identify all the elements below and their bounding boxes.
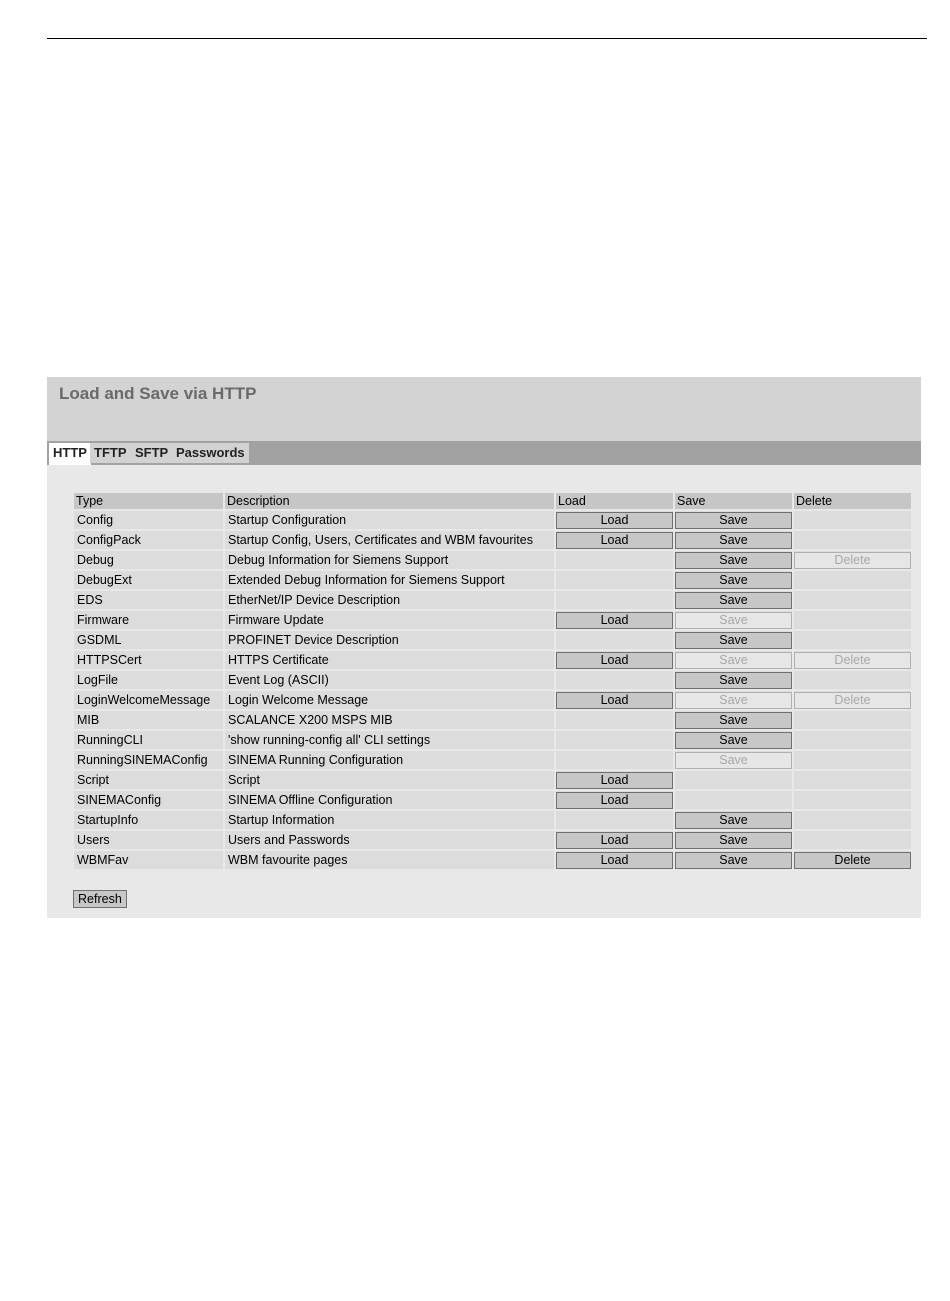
cell-load — [556, 751, 673, 769]
cell-type: RunningSINEMAConfig — [74, 751, 223, 769]
load-button[interactable]: Load — [556, 832, 673, 849]
table-row — [74, 591, 911, 609]
delete-button: Delete — [794, 692, 911, 709]
table-row — [74, 511, 911, 529]
cell-type: EDS — [74, 591, 223, 609]
table-row — [74, 791, 911, 809]
table-row — [74, 751, 911, 769]
cell-delete — [794, 711, 911, 729]
cell-type: Debug — [74, 551, 223, 569]
save-button: Save — [675, 652, 792, 669]
cell-delete — [794, 731, 911, 749]
save-button[interactable]: Save — [675, 832, 792, 849]
cell-load — [556, 511, 673, 529]
cell-save — [675, 791, 792, 809]
cell-save — [675, 831, 792, 849]
load-button[interactable]: Load — [556, 512, 673, 529]
table-row — [74, 711, 911, 729]
save-button[interactable]: Save — [675, 712, 792, 729]
cell-description: Startup Config, Users, Certificates and WBM favourites — [225, 531, 554, 549]
cell-save — [675, 531, 792, 549]
load-button[interactable]: Load — [556, 652, 673, 669]
save-button[interactable]: Save — [675, 592, 792, 609]
refresh-button[interactable]: Refresh — [73, 890, 127, 908]
cell-delete — [794, 851, 911, 869]
cell-load — [556, 831, 673, 849]
cell-save — [675, 691, 792, 709]
cell-save — [675, 591, 792, 609]
cell-save — [675, 651, 792, 669]
save-button[interactable]: Save — [675, 852, 792, 869]
delete-button: Delete — [794, 652, 911, 669]
cell-delete — [794, 791, 911, 809]
cell-type: WBMFav — [74, 851, 223, 869]
cell-delete — [794, 611, 911, 629]
save-button[interactable]: Save — [675, 532, 792, 549]
save-button[interactable]: Save — [675, 572, 792, 589]
cell-save — [675, 811, 792, 829]
cell-type: ConfigPack — [74, 531, 223, 549]
save-button[interactable]: Save — [675, 512, 792, 529]
cell-delete — [794, 571, 911, 589]
cell-delete — [794, 831, 911, 849]
cell-load — [556, 651, 673, 669]
cell-save — [675, 611, 792, 629]
cell-save — [675, 731, 792, 749]
load-button[interactable]: Load — [556, 792, 673, 809]
page-top-rule — [47, 38, 927, 39]
cell-description: Startup Configuration — [225, 511, 554, 529]
cell-description: SINEMA Offline Configuration — [225, 791, 554, 809]
cell-description: WBM favourite pages — [225, 851, 554, 869]
cell-delete — [794, 671, 911, 689]
save-button[interactable]: Save — [675, 812, 792, 829]
save-button[interactable]: Save — [675, 732, 792, 749]
tab-passwords[interactable]: Passwords — [172, 443, 249, 463]
cell-save — [675, 851, 792, 869]
cell-type: Firmware — [74, 611, 223, 629]
cell-delete — [794, 651, 911, 669]
cell-save — [675, 551, 792, 569]
cell-save — [675, 571, 792, 589]
panel-header — [47, 377, 921, 441]
page-title: Load and Save via HTTP — [59, 384, 257, 403]
table-row — [74, 691, 911, 709]
column-header-type: Type — [74, 493, 223, 509]
cell-load — [556, 811, 673, 829]
save-button[interactable]: Save — [675, 552, 792, 569]
tab-bar — [47, 441, 921, 465]
column-header-description: Description — [225, 493, 554, 509]
table-row — [74, 851, 911, 869]
cell-description: Login Welcome Message — [225, 691, 554, 709]
cell-load — [556, 691, 673, 709]
save-button: Save — [675, 692, 792, 709]
load-button[interactable]: Load — [556, 772, 673, 789]
cell-load — [556, 551, 673, 569]
cell-description: SCALANCE X200 MSPS MIB — [225, 711, 554, 729]
cell-description: Firmware Update — [225, 611, 554, 629]
cell-load — [556, 571, 673, 589]
load-button[interactable]: Load — [556, 532, 673, 549]
cell-description: SINEMA Running Configuration — [225, 751, 554, 769]
table-row — [74, 831, 911, 849]
cell-description: Extended Debug Information for Siemens Support — [225, 571, 554, 589]
table-row — [74, 611, 911, 629]
table-row — [74, 811, 911, 829]
cell-save — [675, 671, 792, 689]
cell-delete — [794, 631, 911, 649]
table-row — [74, 531, 911, 549]
cell-description: Debug Information for Siemens Support — [225, 551, 554, 569]
cell-load — [556, 771, 673, 789]
table-row — [74, 571, 911, 589]
cell-delete — [794, 771, 911, 789]
cell-load — [556, 531, 673, 549]
table-row — [74, 551, 911, 569]
cell-type: MIB — [74, 711, 223, 729]
tab-sftp[interactable]: SFTP — [131, 443, 172, 463]
cell-delete — [794, 551, 911, 569]
cell-type: StartupInfo — [74, 811, 223, 829]
cell-save — [675, 631, 792, 649]
cell-type: Config — [74, 511, 223, 529]
cell-save — [675, 711, 792, 729]
load-button[interactable]: Load — [556, 612, 673, 629]
cell-description: Event Log (ASCII) — [225, 671, 554, 689]
cell-type: DebugExt — [74, 571, 223, 589]
cell-delete — [794, 691, 911, 709]
cell-type: GSDML — [74, 631, 223, 649]
cell-load — [556, 731, 673, 749]
cell-save — [675, 511, 792, 529]
cell-type: LoginWelcomeMessage — [74, 691, 223, 709]
load-save-panel — [47, 377, 921, 918]
cell-load — [556, 791, 673, 809]
cell-type: SINEMAConfig — [74, 791, 223, 809]
cell-type: HTTPSCert — [74, 651, 223, 669]
cell-description: Startup Information — [225, 811, 554, 829]
files-table — [72, 491, 913, 871]
save-button[interactable]: Save — [675, 672, 792, 689]
delete-button[interactable]: Delete — [794, 852, 911, 869]
cell-load — [556, 711, 673, 729]
cell-load — [556, 611, 673, 629]
cell-type: LogFile — [74, 671, 223, 689]
table-row — [74, 731, 911, 749]
column-header-load: Load — [556, 493, 673, 509]
load-button[interactable]: Load — [556, 692, 673, 709]
cell-description: Users and Passwords — [225, 831, 554, 849]
cell-delete — [794, 511, 911, 529]
cell-load — [556, 671, 673, 689]
table-row — [74, 671, 911, 689]
save-button: Save — [675, 612, 792, 629]
cell-delete — [794, 751, 911, 769]
cell-delete — [794, 811, 911, 829]
cell-description: 'show running-config all' CLI settings — [225, 731, 554, 749]
cell-delete — [794, 531, 911, 549]
column-header-save: Save — [675, 493, 792, 509]
tab-http[interactable]: HTTP — [49, 443, 91, 465]
cell-description: PROFINET Device Description — [225, 631, 554, 649]
table-row — [74, 631, 911, 649]
save-button[interactable]: Save — [675, 632, 792, 649]
tab-tftp[interactable]: TFTP — [90, 443, 131, 463]
cell-description: EtherNet/IP Device Description — [225, 591, 554, 609]
cell-type: Users — [74, 831, 223, 849]
cell-save — [675, 771, 792, 789]
save-button: Save — [675, 752, 792, 769]
column-header-delete: Delete — [794, 493, 911, 509]
cell-description: Script — [225, 771, 554, 789]
table-row — [74, 771, 911, 789]
table-header-row — [74, 493, 911, 509]
cell-description: HTTPS Certificate — [225, 651, 554, 669]
cell-load — [556, 851, 673, 869]
cell-load — [556, 631, 673, 649]
cell-type: Script — [74, 771, 223, 789]
load-button[interactable]: Load — [556, 852, 673, 869]
cell-delete — [794, 591, 911, 609]
table-row — [74, 651, 911, 669]
table-body — [74, 511, 911, 869]
delete-button: Delete — [794, 552, 911, 569]
cell-save — [675, 751, 792, 769]
cell-type: RunningCLI — [74, 731, 223, 749]
cell-load — [556, 591, 673, 609]
